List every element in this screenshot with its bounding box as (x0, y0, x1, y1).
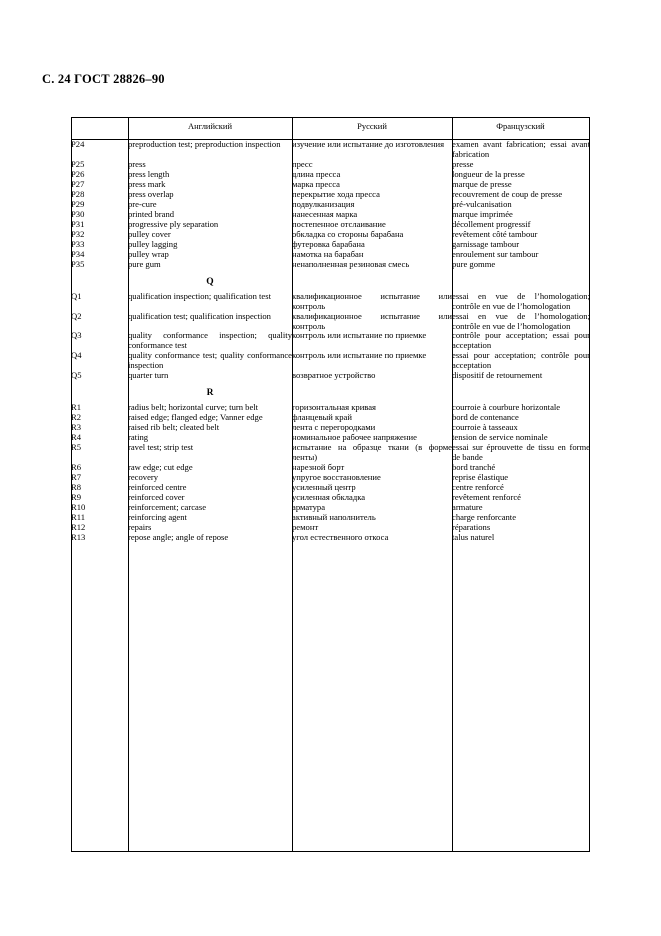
term-english: ravel test; strip test (128, 442, 194, 453)
term-english: pulley lagging (128, 238, 178, 249)
letter-section-row (71, 270, 590, 292)
term-english: radius belt; horizontal curve; turn belt (128, 402, 259, 413)
table-top-rule (71, 117, 590, 118)
term-code: Q4 (71, 350, 82, 361)
term-russian: футеровка барабана (292, 238, 365, 249)
table-row (71, 312, 590, 332)
table-bottom-rule (71, 851, 590, 852)
term-russian: перекрытие хода пресса (292, 188, 380, 199)
letter-section-row (71, 381, 590, 403)
term-russian: лента с перегородками (292, 422, 376, 433)
letter-spacer-ru (292, 381, 452, 403)
term-english: press length (128, 168, 170, 179)
term-code: P31 (71, 218, 85, 229)
table-body (71, 140, 590, 543)
table-row (71, 533, 590, 543)
term-french: courroie à courbure horizontale (452, 402, 561, 413)
term-code: R9 (71, 492, 82, 503)
term-russian: квалификационное испытание или контроль (292, 310, 452, 331)
term-code: P32 (71, 228, 85, 239)
term-french: essai en vue de l’homologation; contrôle en vue de l’homologation (452, 290, 590, 311)
term-english: qualification inspection; qualification test (128, 290, 271, 301)
term-russian: пресс (292, 158, 313, 169)
term-english: reinforcing agent (128, 512, 187, 522)
term-english: rating (128, 432, 149, 443)
term-russian: изучение или испытание до изготовления (292, 139, 445, 149)
term-french: contrôle pour acceptation; essai pour acceptation (452, 330, 590, 351)
term-russian: испытание на образце ткани (в форме ленты) (292, 442, 452, 463)
term-code: P26 (71, 168, 85, 179)
term-russian: постепенное отслаивание (292, 218, 386, 229)
term-english: press (128, 158, 146, 169)
term-english: recovery (128, 472, 159, 483)
term-code: P33 (71, 238, 85, 249)
term-code: P29 (71, 198, 85, 209)
term-french: pure gomme (452, 258, 496, 269)
term-russian: усиленный центр (292, 482, 356, 493)
term-code: R12 (71, 521, 86, 532)
term-french: presse (452, 158, 474, 169)
letter-spacer (71, 381, 128, 403)
term-french: centre renforcé (452, 482, 504, 493)
term-english: quality conformance inspection; quality conformance test (128, 330, 292, 351)
term-english: pre-cure (128, 198, 157, 209)
term-code: Q1 (71, 290, 82, 301)
term-russian: ненаполненная резиновая смесь (292, 258, 410, 269)
term-code: Q2 (71, 310, 82, 321)
term-french: charge renforcante (452, 512, 517, 522)
term-russian: намотка на барабан (292, 248, 364, 259)
term-french: essai sur éprouvette de tissu en forme de bande (452, 442, 590, 463)
term-code: R5 (71, 442, 82, 453)
term-french: talus naturel (452, 531, 495, 542)
term-french: revêtement côté tambour (452, 228, 538, 239)
term-english: progressive ply separation (128, 218, 219, 229)
term-code: Q5 (71, 370, 82, 381)
term-french: courroie à tasseaux (452, 422, 518, 433)
term-russian: фланцевый край (292, 412, 352, 423)
term-french: tension de service nominale (452, 432, 548, 443)
term-french: dispositif de retournement (452, 370, 543, 381)
column-header-english: Английский (187, 121, 233, 131)
term-code: R3 (71, 422, 82, 433)
term-french: bord tranché (452, 462, 496, 473)
term-code: P27 (71, 178, 85, 189)
term-russian: арматура (292, 502, 326, 513)
term-english: repose angle; angle of repose (128, 531, 229, 542)
term-code: R13 (71, 531, 86, 542)
term-russian: упругое восстановление (292, 472, 381, 483)
term-english: reinforced centre (128, 482, 187, 493)
term-russian: номинальное рабочее напряжение (292, 432, 417, 443)
term-english: press mark (128, 178, 166, 189)
term-french: essai pour acceptation; contrôle pour acceptation (452, 350, 590, 371)
term-code: R6 (71, 462, 82, 473)
term-code: P24 (71, 139, 85, 149)
term-english: pure gum (128, 258, 161, 269)
letter-heading: Q (206, 276, 214, 287)
table-row (71, 260, 590, 270)
term-russian: контроль или испытание по приемке (292, 330, 427, 341)
term-russian: квалификационное испытание или контроль (292, 290, 452, 311)
term-french: décollement progressif (452, 218, 531, 229)
table-row (71, 443, 590, 463)
page-number-label: С. 24 (42, 72, 71, 86)
term-code: P34 (71, 248, 85, 259)
term-russian: нанесенная марка (292, 208, 358, 219)
column-header-french: Французский (496, 121, 545, 131)
term-code: Q3 (71, 330, 82, 341)
letter-spacer-ru (292, 270, 452, 292)
term-french: longueur de la presse (452, 168, 525, 179)
standard-number-label: ГОСТ 28826–90 (74, 72, 165, 86)
term-french: revêtement renforcé (452, 492, 521, 503)
term-code: P30 (71, 208, 85, 219)
term-french: bord de contenance (452, 412, 519, 423)
term-french: pré-vulcanisation (452, 198, 512, 209)
term-english: preproduction test; preproduction inspection (128, 139, 281, 149)
term-french: marque de presse (452, 178, 512, 189)
term-russian: возвратное устройство (292, 370, 376, 381)
term-russian: активный наполнитель (292, 512, 376, 522)
term-english: raw edge; cut edge (128, 462, 193, 473)
term-french: recouvrement de coup de presse (452, 188, 563, 199)
term-code: R10 (71, 502, 86, 513)
term-code: P25 (71, 158, 85, 169)
term-english: raised rib belt; cleated belt (128, 422, 220, 433)
term-russian: длина пресса (292, 168, 341, 179)
term-english: raised edge; flanged edge; Vanner edge (128, 412, 263, 423)
table-row (71, 331, 590, 351)
term-russian: горизонтальная кривая (292, 402, 376, 413)
term-russian: контроль или испытание по приемке (292, 350, 427, 361)
term-english: press overlap (128, 188, 174, 199)
term-code: R2 (71, 412, 82, 423)
term-french: marque imprimée (452, 208, 513, 219)
table-row (71, 140, 590, 160)
term-french: examen avant fabrication; essai avant fabrication (452, 139, 590, 159)
term-french: armature (452, 502, 483, 513)
term-english: printed brand (128, 208, 175, 219)
term-english: qualification test; qualification inspection (128, 310, 271, 321)
column-header-russian: Русский (357, 121, 387, 131)
term-french: enroulement sur tambour (452, 248, 539, 259)
letter-spacer-fr (452, 270, 590, 292)
term-russian: нарезной борт (292, 462, 345, 473)
term-english: quality conformance test; quality conformance inspection (128, 350, 292, 371)
term-code: R8 (71, 482, 82, 493)
letter-heading: R (206, 388, 214, 399)
table-row (71, 292, 590, 312)
term-russian: обкладка со стороны барабана (292, 228, 404, 239)
dictionary-table (71, 140, 590, 543)
term-russian: ремонт (292, 521, 319, 532)
term-english: repairs (128, 521, 152, 532)
term-french: reprise élastique (452, 472, 509, 483)
term-code: R1 (71, 402, 82, 413)
letter-spacer (71, 270, 128, 292)
term-code: R11 (71, 512, 86, 522)
term-code: R4 (71, 432, 82, 443)
letter-spacer-fr (452, 381, 590, 403)
term-english: reinforcement; carcase (128, 502, 207, 513)
term-french: garnissage tambour (452, 238, 520, 249)
term-russian: марка пресса (292, 178, 340, 189)
term-french: réparations (452, 521, 491, 532)
term-russian: угол естественного откоса (292, 531, 389, 542)
term-code: P28 (71, 188, 85, 199)
term-code: R7 (71, 472, 82, 483)
term-english: quarter turn (128, 370, 169, 381)
term-code: P35 (71, 258, 85, 269)
term-french: essai en vue de l’homologation; contrôle en vue de l’homologation (452, 310, 590, 331)
term-english: reinforced cover (128, 492, 185, 503)
term-russian: подвулканизация (292, 198, 355, 209)
term-russian: усиленная обкладка (292, 492, 366, 503)
table-row (71, 371, 590, 381)
term-english: pulley cover (128, 228, 171, 239)
page-header (42, 72, 165, 87)
term-english: pulley wrap (128, 248, 169, 259)
table-row (71, 351, 590, 371)
